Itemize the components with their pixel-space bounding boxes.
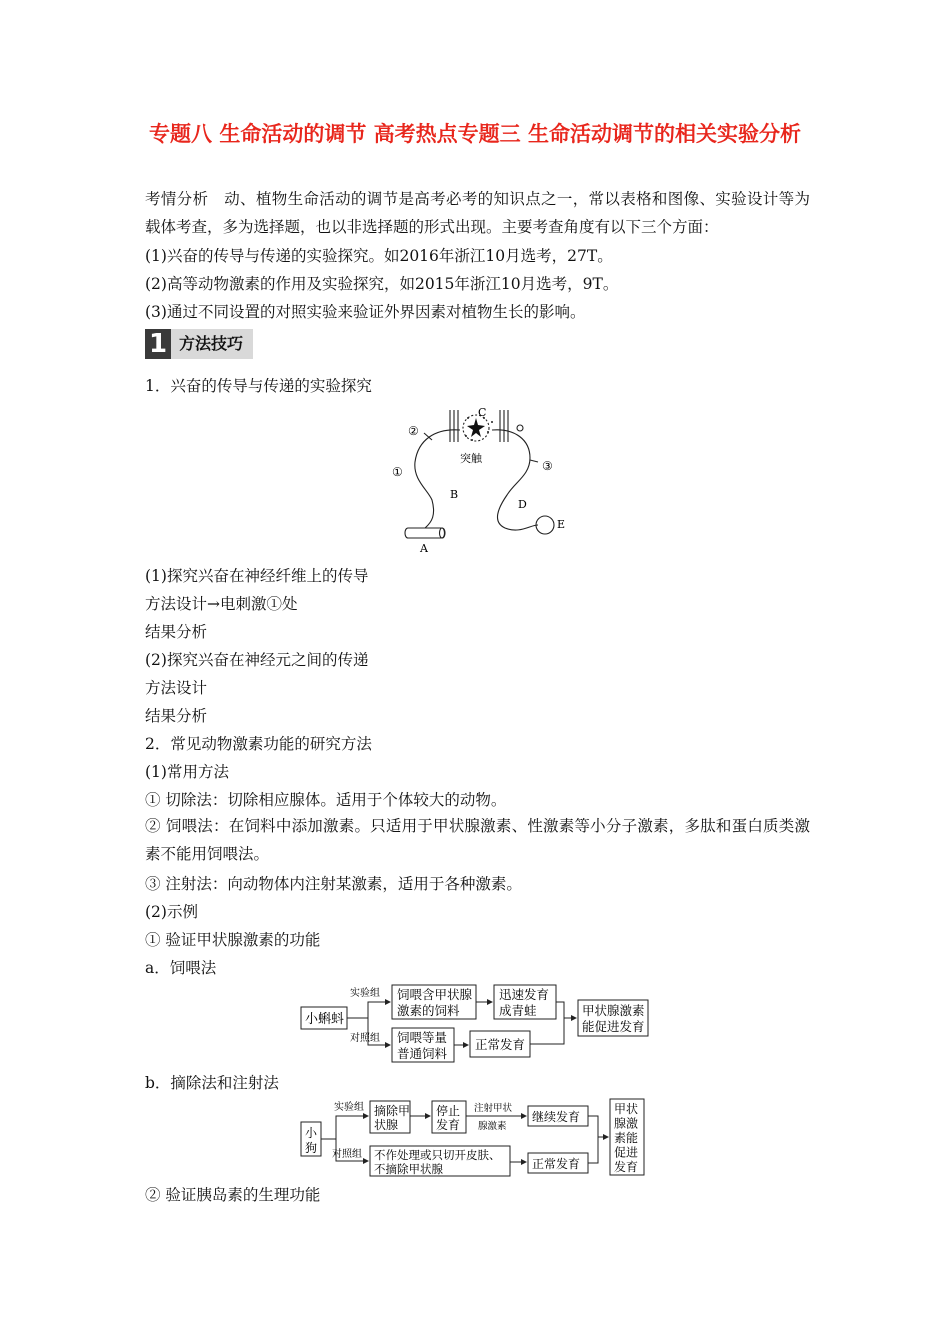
label-c: C [478,406,487,419]
flow-a-exp-result-l2: 成青蛙 [499,1003,537,1018]
label-synapse: 突触 [460,452,482,465]
flow-a-ctrl-label: 对照组 [350,1033,380,1044]
flow-b-inject-l1: 注射甲状 [474,1103,513,1114]
page-title: 专题八 生命活动的调节 高考热点专题三 生命活动调节的相关实验分析 [149,122,801,146]
section-header [145,329,253,359]
flow-b-start-l1: 小 [305,1126,318,1140]
part1-heading: 1．兴奋的传导与传递的实验探究 [145,377,372,395]
label-2: ② [408,424,419,438]
section-label: 方法技巧 [171,329,253,359]
part2-sub1: (1)常用方法 [145,763,229,781]
p1-line-5: 方法设计 [145,679,208,697]
method-feed: ② 饲喂法：在饲料中添加激素。只适用于甲状腺激素、性激素等小分子激素，多肽和蛋白质类激素不能用饲喂法。 [145,817,810,863]
flow-a-ctrl-result: 正常发育 [475,1037,526,1052]
flow-b-exp-step2-l1: 停止 [436,1104,461,1118]
stimulus-star [467,418,485,437]
p1-line-6: 结果分析 [145,707,208,725]
label-e: E [557,518,566,531]
flow-a-exp-label: 实验组 [350,988,380,999]
part2-heading: 2．常见动物激素功能的研究方法 [145,735,372,753]
flow-b-exp-step1-l1: 摘除甲 [374,1104,411,1118]
flow-b-conclusion-2: 腺激 [614,1116,639,1131]
method-cut: ① 切除法：切除相应腺体。适用于个体较大的动物。 [145,791,507,809]
intro-item-2: (2)高等动物激素的作用及实验探究，如2015年浙江10月选考，9T。 [145,275,619,293]
example-remove-inject: b．摘除法和注射法 [145,1074,279,1092]
label-1: ① [392,465,403,479]
example-thyroid: ① 验证甲状腺激素的功能 [145,931,321,949]
neuron-diagram [380,400,580,560]
method-inject: ③ 注射法：向动物体内注射某激素，适用于各种激素。 [145,875,522,893]
flow-a-ctrl-step1-l2: 普通饲料 [397,1046,448,1061]
flow-b-ctrl-step1-l1: 不作处理或只切开皮肤、 [374,1148,501,1162]
flow-b-exp-step1-l2: 状腺 [374,1118,399,1132]
intro-paragraph: 考情分析 动、植物生命活动的调节是高考必考的知识点之一，常以表格和图像、实验设计等为载体考查，多为选择题，也以非选择题的形式出现。主要考查角度有以下三个方面： [145,190,810,236]
p1-line-4: (2)探究兴奋在神经元之间的传递 [145,651,369,669]
label-d: D [518,498,527,511]
flow-b-start-l2: 狗 [305,1141,318,1155]
example-feed-method: a．饲喂法 [145,959,217,977]
p1-line-2: 方法设计→电刺激①处 [145,595,298,613]
flow-b-exp-step2-l2: 发育 [436,1118,461,1132]
p1-line-3: 结果分析 [145,623,208,641]
flow-b-conclusion-5: 发育 [614,1160,639,1174]
flow-a-exp-step1-l1: 饲喂含甲状腺 [397,987,473,1002]
part2-sub2: (2)示例 [145,903,198,921]
flow-b-ctrl-result: 正常发育 [532,1157,581,1171]
flow-b-exp-label: 实验组 [334,1102,364,1113]
label-a: A [420,542,428,555]
flow-a-ctrl-step1-l1: 饲喂等量 [397,1030,448,1045]
label-3: ③ [542,459,553,473]
flow-a-start: 小蝌蚪 [305,1012,345,1027]
flow-b-ctrl-step1-l2: 不摘除甲状腺 [374,1162,443,1176]
flow-b-inject-l2: 腺激素 [478,1121,507,1132]
flow-a-exp-step1-l2: 激素的饲料 [397,1003,460,1018]
flow-a-conclusion-l2: 能促进发育 [582,1019,645,1034]
flow-b-conclusion-3: 素能 [614,1131,639,1145]
flow-b-exp-result: 继续发育 [532,1110,581,1124]
label-b: B [450,488,459,501]
section-number: 1 [145,329,171,359]
intro-item-1: (1)兴奋的传导与传递的实验探究。如2016年浙江10月选考，27T。 [145,247,613,265]
flow-b-conclusion-1: 甲状 [614,1102,639,1116]
flowchart-feeding [298,982,654,1064]
p1-line-1: (1)探究兴奋在神经纤维上的传导 [145,567,369,585]
flow-a-exp-result-l1: 迅速发育 [499,987,550,1002]
intro-item-3: (3)通过不同设置的对照实验来验证外界因素对植物生长的影响。 [145,303,586,321]
example-insulin: ② 验证胰岛素的生理功能 [145,1186,321,1204]
flow-b-ctrl-label: 对照组 [332,1149,362,1160]
flow-a-conclusion-l1: 甲状腺激素 [582,1003,645,1018]
flowchart-removal [298,1096,650,1178]
flow-b-conclusion-4: 促进 [614,1145,639,1160]
